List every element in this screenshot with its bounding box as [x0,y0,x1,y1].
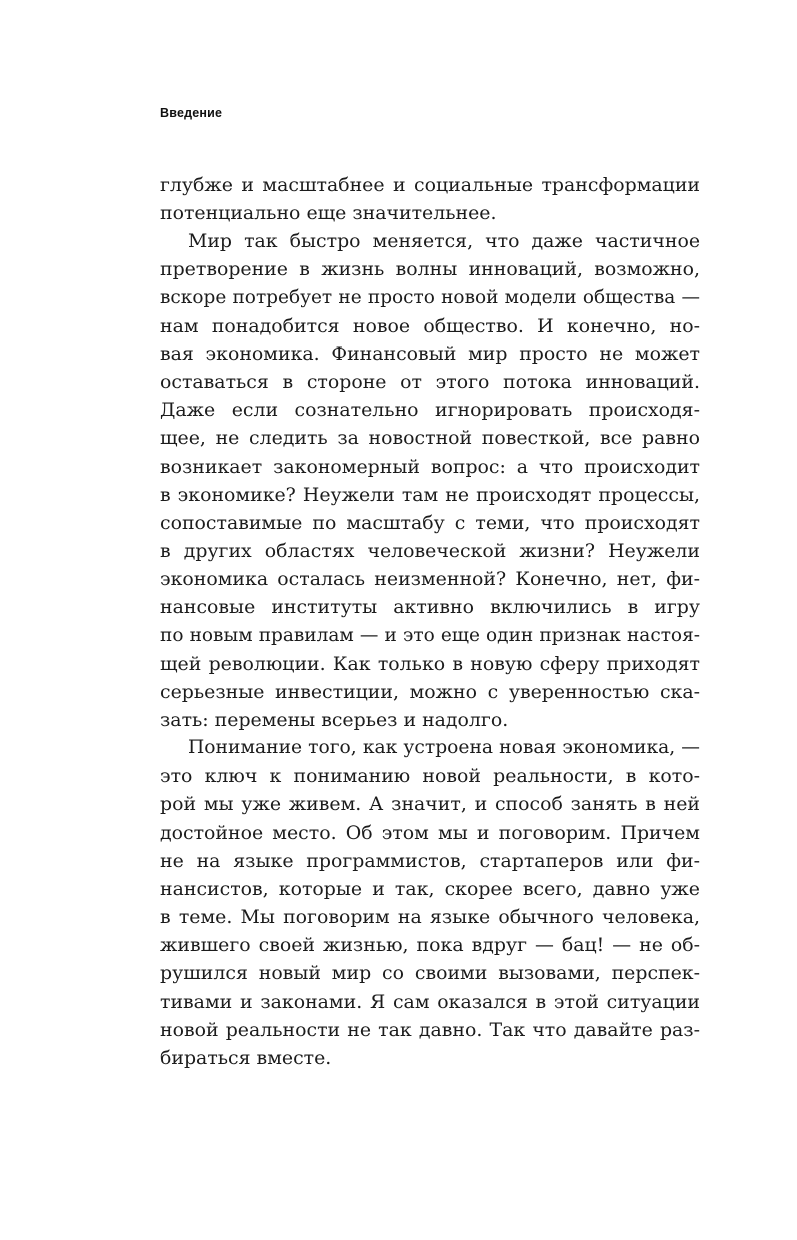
text-line: в других областях человеческой жизни? Неужели [160,540,700,563]
text-line: оставаться в стороне от этого потока инноваций. [160,371,700,394]
text-line: щее, не следить за новостной повесткой, все равно [160,427,700,450]
text-line: рой мы уже живем. А значит, и способ занять в ней [160,793,700,816]
text-line: серьезные инвестиции, можно с уверенностью ска- [160,680,700,703]
text-line: нансовые институты активно включились в игру [160,596,700,619]
text-line: претворение в жизнь волны инноваций, возможно, [160,258,700,281]
text-line: глубже и масштабнее и социальные трансформации [160,174,700,196]
text-line: зать: перемены всерьез и надолго. [160,708,509,731]
text-line: тивами и законами. Я сам оказался в этой ситуации [160,990,700,1013]
text-line: бираться вместе. [160,1046,332,1069]
body-text [160,171,700,1072]
text-line: Мир так быстро меняется, что даже частичное [188,230,700,253]
text-line: в экономике? Неужели там не происходят процессы, [160,483,700,506]
text-line: в теме. Мы поговорим на языке обычного человека, [160,906,700,929]
text-line: жившего своей жизнью, пока вдруг — бац! — не об- [160,934,700,957]
text-line: это ключ к пониманию новой реальности, в кото- [160,765,700,788]
text-line: экономика осталась неизменной? Конечно, нет, фи- [160,568,700,591]
text-line: вая экономика. Финансовый мир просто не может [160,342,700,365]
text-line: нам понадобится новое общество. И конечно, но- [160,314,700,337]
text-line: по новым правилам — и это еще один признак настоя- [160,624,700,646]
text-line: Понимание того, как устроена новая экономика, — [188,737,700,759]
text-line: вскоре потребует не просто новой модели общества — [160,286,700,308]
running-head: Введение [160,106,223,120]
text-line: сопоставимые по масштабу с теми, что происходят [160,511,700,534]
text-line: потенциально еще значительнее. [160,202,497,225]
text-line: возникает закономерный вопрос: а что происходит [160,455,700,478]
text-line: новой реальности не так давно. Так что давайте раз- [160,1018,700,1041]
text-line: достойное место. Об этом мы и поговорим. Причем [160,821,700,844]
text-line: рушился новый мир со своими вызовами, перспек- [160,962,700,985]
text-line: нансистов, которые и так, скорее всего, давно уже [160,877,700,900]
text-line: не на языке программистов, стартаперов или фи- [160,849,700,872]
text-line: щей революции. Как только в новую сферу приходят [160,652,700,675]
text-line: Даже если сознательно игнорировать происходя- [160,399,700,422]
